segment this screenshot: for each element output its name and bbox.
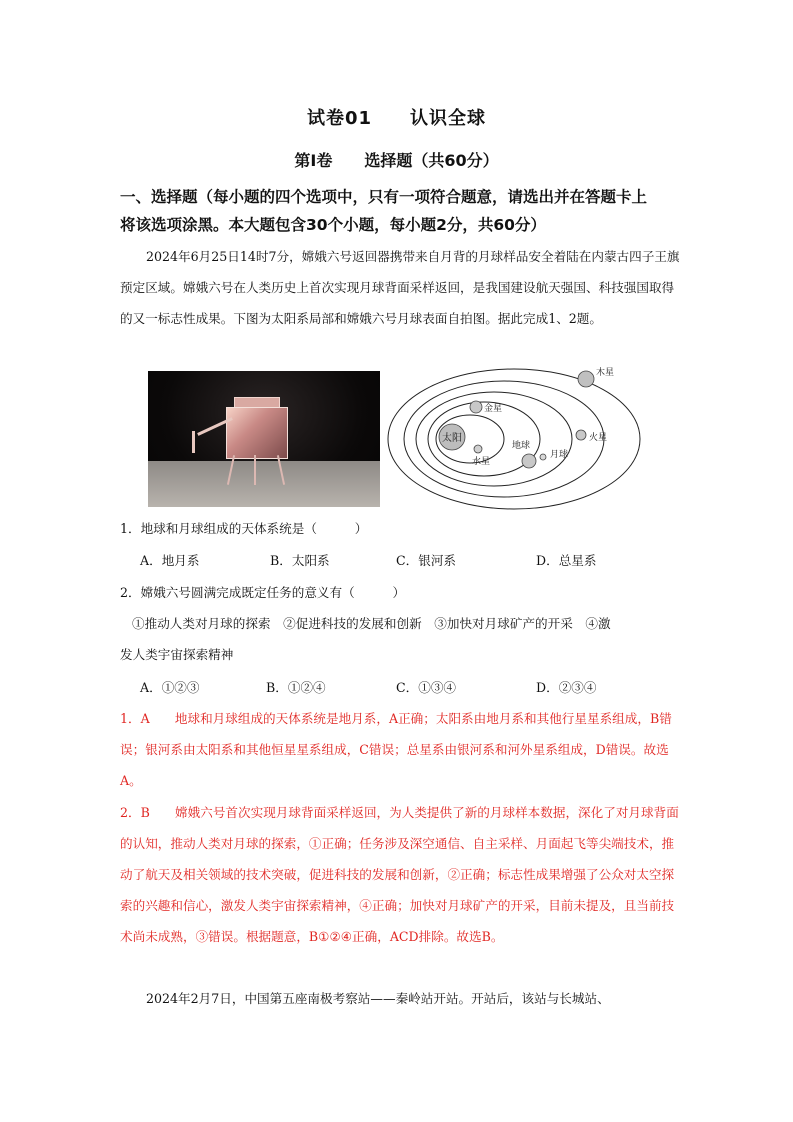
part-title: 第Ⅰ卷 选择题（共60分）	[294, 151, 499, 170]
solar-system-diagram	[386, 363, 644, 513]
section-heading-line1: 一、选择题（每小题的四个选项中，只有一项符合题意，请选出并在答题卡上	[120, 188, 648, 206]
q2-option-b: B．①②④	[266, 680, 326, 695]
next-passage-intro: 2024年2月7日，中国第五座南极考察站——秦岭站开站。开站后，该站与长城站、	[146, 991, 610, 1006]
answer-2: 2．B 嫦娥六号首次实现月球背面采样返回，为人类提供了新的月球样本数据，深化了对月球背面的认知，推动人类对月球的探索，①正确；任务涉及深空通信、自主采样、月面起飞等尖端技术，推动了航天及相关领域的技术突破，促进科技的发展和创新，②正确；标志性成果增强了公众对太空探索的兴趣和信心，激发人类宇宙探索精神，④正确；加快对月球矿产的开采，目前未提及，且当前技术尚未成熟，③错误。根据题意，B①②④正确，ACD排除。故选B。	[120, 805, 679, 944]
q1-option-b: B．太阳系	[270, 553, 330, 568]
q1-option-c: C．银河系	[396, 553, 457, 568]
q1-option-d: D．总星系	[536, 553, 597, 568]
mercury-icon	[474, 445, 482, 453]
earth-icon	[522, 454, 536, 468]
venus-label: 金星	[484, 404, 503, 414]
lander-arm-lower	[192, 431, 195, 453]
section-heading	[120, 183, 680, 239]
mars-icon	[576, 430, 586, 440]
lander-photo	[148, 371, 380, 507]
question-2-stem: 2．嫦娥六号圆满完成既定任务的意义有（ ）	[120, 585, 406, 600]
q1-option-a: A．地月系	[140, 553, 200, 568]
q2-option-a: A．①②③	[140, 680, 200, 695]
question-1-stem: 1．地球和月球组成的天体系统是（ ）	[120, 521, 368, 536]
jupiter-label: 木星	[596, 368, 615, 378]
q2-option-d: D．②③④	[536, 680, 597, 695]
sun-label: 太阳	[442, 433, 462, 444]
q2-items-line2: 发人类宇宙探索精神	[120, 647, 234, 662]
jupiter-icon	[578, 371, 594, 387]
lunar-ground	[148, 461, 380, 507]
paper-title: 试卷01 认识全球	[306, 108, 487, 129]
venus-icon	[470, 401, 482, 413]
answer-1: 1．A 地球和月球组成的天体系统是地月系，A正确；太阳系由地月系和其他行星星系组成，B错误；银河系由太阳系和其他恒星星系组成，C错误；总星系由银河系和河外星系组成，D错误。故选A。	[120, 711, 672, 788]
mars-label: 火星	[589, 433, 608, 443]
intro-paragraph: 2024年6月25日14时7分，嫦娥六号返回器携带来自月背的月球样品安全着陆在内蒙古四子王旗预定区域。嫦娥六号在人类历史上首次实现月球背面采样返回，是我国建设航天强国、科技强国取得的又一标志性成果。下图为太阳系局部和嫦娥六号月球表面自拍图。据此完成1、2题。	[120, 249, 680, 326]
q2-option-c: C．①③④	[396, 680, 457, 695]
moon-label: 月球	[550, 450, 569, 460]
earth-label: 地球	[512, 441, 531, 451]
q2-items-line1: ①推动人类对月球的探索 ②促进科技的发展和创新 ③加快对月球矿产的开采 ④激	[132, 616, 611, 631]
section-heading-line2: 将该选项涂黑。本大题包含30个小题，每小题2分，共60分）	[120, 216, 546, 234]
lander-body	[226, 407, 288, 459]
lander-leg	[254, 455, 256, 485]
moon-icon	[540, 454, 546, 460]
mercury-label: 水星	[472, 457, 491, 467]
